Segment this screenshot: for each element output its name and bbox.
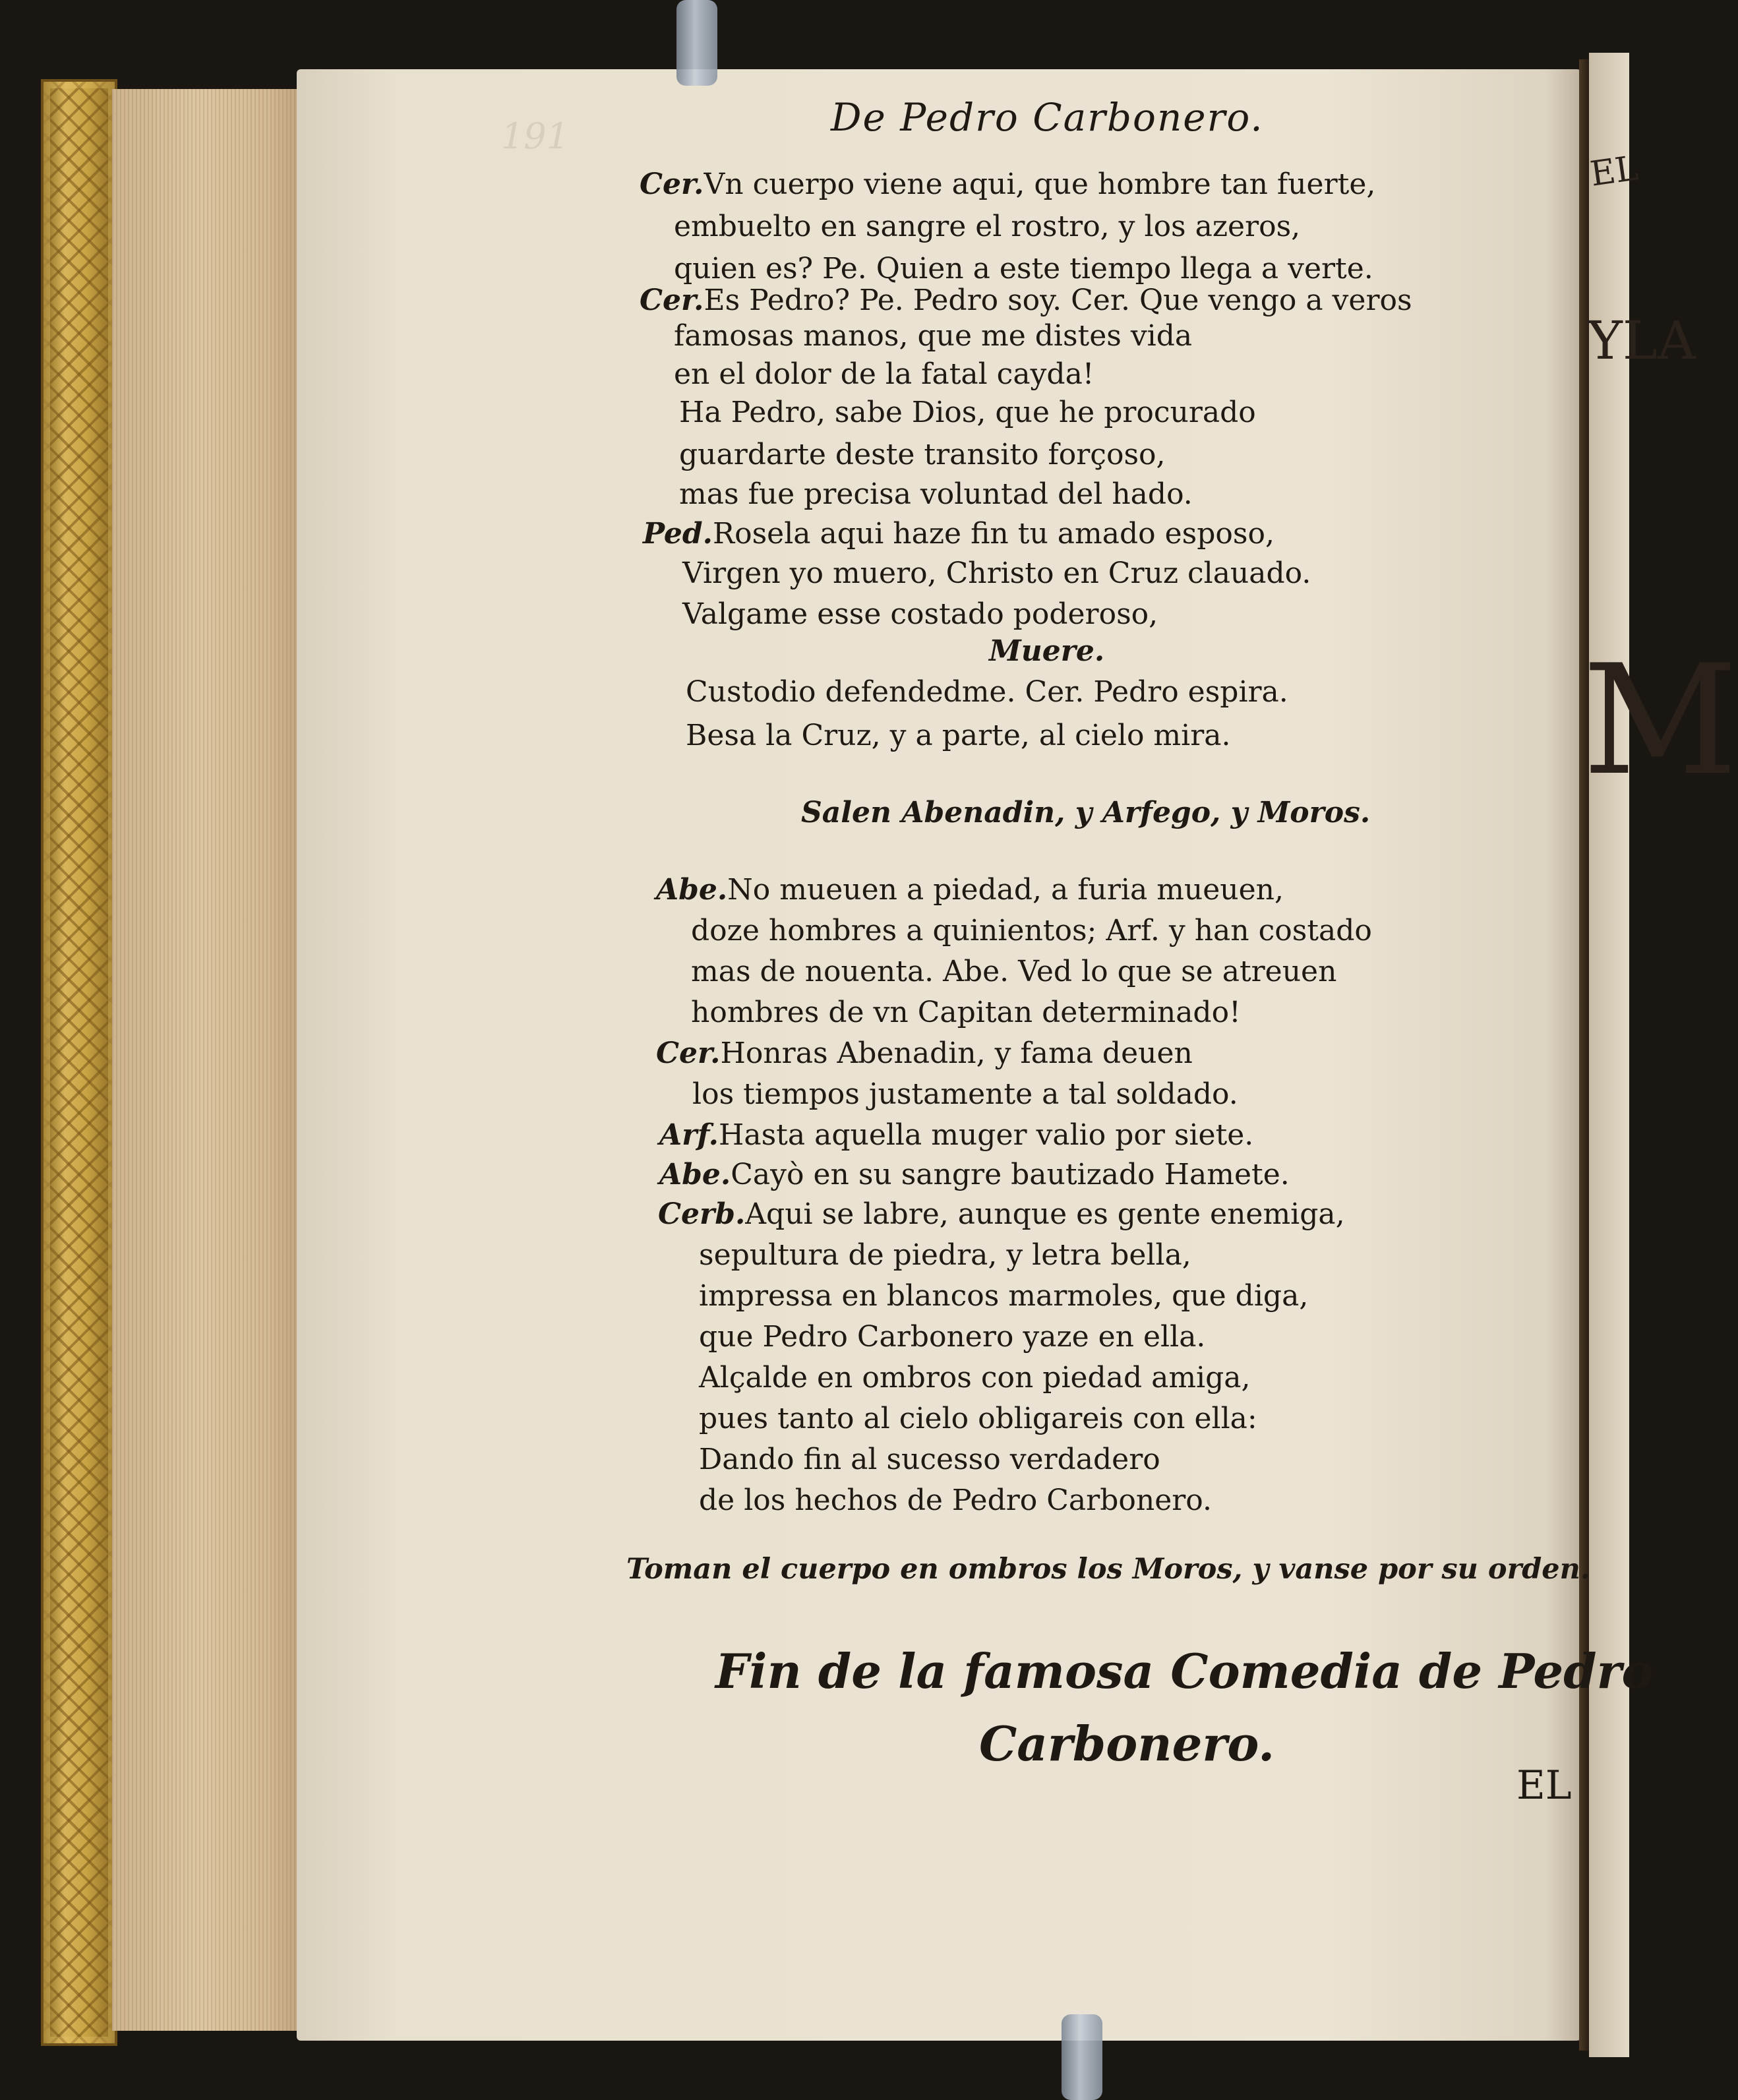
verse-line-14 — [686, 717, 1230, 754]
verse-line-19 — [656, 1035, 1193, 1072]
verse-text: Custodio defendedme. Cer. Pedro espira. — [686, 675, 1288, 709]
verse-line-11 — [682, 555, 1311, 592]
verse-text: Cayò en su sangre bautizado Hamete. — [731, 1158, 1290, 1191]
stage-direction-toman: Toman el cuerpo en ombros los Moros, y vanse por su orden. — [626, 1553, 1590, 1586]
verse-line-1 — [640, 166, 1375, 203]
verse-text: Es Pedro? Pe. Pedro soy. Cer. Que vengo a veros — [704, 284, 1412, 317]
verse-line-9 — [679, 476, 1193, 513]
verse-text: Aqui se labre, aunque es gente enemiga, — [745, 1197, 1345, 1231]
verse-line-7 — [679, 394, 1256, 431]
verse-text: hombres de vn Capitan determinado! — [691, 996, 1241, 1029]
verse-line-16 — [691, 913, 1372, 949]
verse-text: Alçalde en ombros con piedad amiga, — [699, 1361, 1251, 1395]
verse-line-18 — [691, 994, 1241, 1031]
verse-line-10 — [643, 516, 1274, 553]
stage-direction-muere: Muere. — [989, 634, 1105, 668]
verse-line-30 — [699, 1482, 1212, 1519]
verse-text: de los hechos de Pedro Carbonero. — [699, 1484, 1212, 1517]
verse-text: pues tanto al cielo obligareis con ella: — [699, 1402, 1257, 1435]
verse-text: los tiempos justamente a tal soldado. — [692, 1077, 1238, 1111]
speaker: Ped. — [643, 517, 713, 551]
verse-text: embuelto en sangre el rostro, y los azeros, — [674, 210, 1301, 243]
facing-page-catchword: EL — [1516, 1762, 1572, 1809]
verse-line-25 — [699, 1278, 1308, 1315]
verse-text: Vn cuerpo viene aqui, que hombre tan fuerte, — [704, 167, 1376, 201]
verse-line-4 — [640, 282, 1412, 319]
bleed-through-page-number: 191 — [501, 115, 570, 157]
verse-text: Hasta aquella muger valio por siete. — [719, 1118, 1254, 1152]
verse-text: Ha Pedro, sabe Dios, que he procurado — [679, 396, 1256, 429]
verse-line-17 — [691, 953, 1336, 990]
speaker: Cer. — [656, 1036, 721, 1070]
verse-line-22 — [659, 1156, 1290, 1193]
running-head: De Pedro Carbonero. — [831, 95, 1264, 140]
verse-text: doze hombres a quinientos; Arf. y han costado — [691, 914, 1372, 947]
verse-text: impressa en blancos marmoles, que diga, — [699, 1279, 1309, 1313]
verse-text: quien es? Pe. Quien a este tiempo llega a verte. — [674, 252, 1373, 285]
verse-text: famosas manos, que me distes vida — [674, 319, 1193, 353]
verse-text: Dando fin al sucesso verdadero — [699, 1443, 1160, 1476]
speaker: Cer. — [640, 284, 704, 317]
verse-text: en el dolor de la fatal cayda! — [674, 357, 1094, 391]
verse-line-26 — [699, 1319, 1205, 1356]
verse-text: sepultura de piedra, y letra bella, — [699, 1238, 1191, 1272]
speaker: Abe. — [659, 1158, 731, 1191]
speaker: Cerb. — [658, 1197, 746, 1231]
verse-line-12 — [682, 596, 1158, 633]
verse-text: Rosela aqui haze fin tu amado esposo, — [712, 517, 1274, 551]
colophon-line-2: Carbonero. — [979, 1716, 1275, 1772]
verse-line-8 — [679, 436, 1166, 473]
verse-line-24 — [699, 1237, 1191, 1274]
verse-text: guardarte deste transito forçoso, — [679, 438, 1166, 471]
verse-text: Virgen yo muero, Christo en Cruz clauado. — [682, 556, 1311, 590]
verse-line-21 — [659, 1117, 1253, 1154]
verse-line-29 — [699, 1441, 1160, 1478]
verse-line-5 — [674, 318, 1192, 355]
verse-text: Besa la Cruz, y a parte, al cielo mira. — [686, 719, 1231, 752]
facing-page-initial: M — [1582, 633, 1738, 809]
verse-text: que Pedro Carbonero yaze en ella. — [699, 1320, 1206, 1354]
verse-line-2 — [674, 208, 1300, 245]
colophon-line-1: Fin de la famosa Comedia de Pedro — [715, 1643, 1654, 1699]
verse-line-23 — [658, 1196, 1345, 1233]
speaker: Abe. — [656, 873, 728, 907]
speaker: Cer. — [640, 167, 704, 201]
verse-text: Valgame esse costado poderoso, — [682, 597, 1158, 631]
verse-text: mas fue precisa voluntad del hado. — [679, 477, 1193, 511]
verse-line-6 — [674, 356, 1094, 393]
verse-line-27 — [699, 1360, 1251, 1396]
verse-text: Honras Abenadin, y fama deuen — [720, 1036, 1193, 1070]
verse-line-28 — [699, 1400, 1257, 1437]
verse-line-15 — [656, 872, 1284, 909]
facing-page-title: YLA — [1588, 310, 1696, 371]
facing-page-head: EL — [1588, 148, 1641, 195]
speaker: Arf. — [659, 1118, 719, 1152]
verse-line-20 — [692, 1076, 1238, 1113]
stage-direction-salen: Salen Abenadin, y Arfego, y Moros. — [801, 796, 1371, 829]
verse-text: No mueuen a piedad, a furia mueuen, — [727, 873, 1284, 907]
verse-line-13 — [686, 674, 1288, 711]
verse-text: mas de nouenta. Abe. Ved lo que se atreuen — [691, 955, 1337, 988]
